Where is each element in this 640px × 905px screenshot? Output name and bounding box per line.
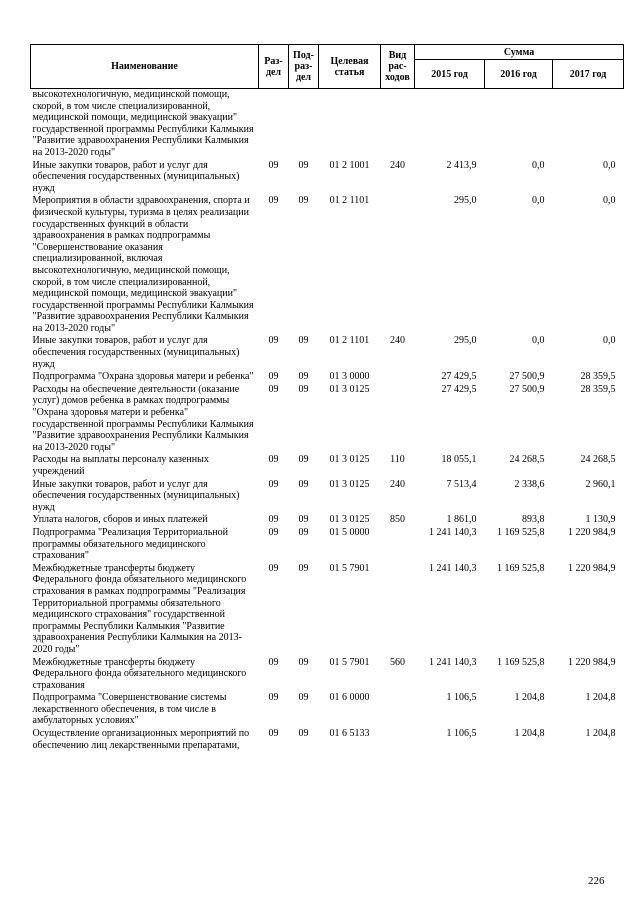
row-name: Расходы на обеспечение деятельности (оказание услуг) домов ребенка в рамках подпрограммы "Охрана здоровья матери и ребенка" государственной программы Республики Калмыкия "Развитие здравоохранения Республики Калмыкия на 2013-2020 годы" [32,383,254,453]
row-podrazdel: 09 [298,514,309,526]
table-row [31,371,624,384]
row-razdel: 09 [268,692,279,704]
row-podrazdel: 09 [298,562,309,574]
row-sum-2016: 0,0 [532,335,545,347]
row-razdel: 09 [268,383,279,395]
row-vid [381,728,415,752]
row-sum-2016: 1 204,8 [514,728,545,740]
row-celevaya: 01 5 7901 [329,656,370,668]
table-row [31,195,624,335]
table-row [31,527,624,563]
table-body [31,89,624,753]
row-sum-2017: 1 220 984,9 [568,562,616,574]
row-name: Подпрограмма "Реализация Территориальной программы обязательного медицинского страхования" [32,526,228,562]
row-podrazdel: 09 [298,692,309,704]
row-podrazdel: 09 [298,728,309,740]
row-razdel: 09 [268,728,279,740]
row-celevaya: 01 3 0000 [329,371,370,383]
table-row [31,728,624,752]
row-celevaya: 01 6 5133 [329,728,370,740]
row-podrazdel: 09 [298,335,309,347]
row-razdel: 09 [268,195,279,207]
table-row [31,479,624,515]
header-2015: 2015 год [415,60,485,89]
row-name: высокотехнологичную, медицинской помощи, скорой, в том числе специализированной, медицинской помощи, медицинской эвакуации" государственной программы Республики Калмыкия "Развитие здравоохранения Республики Калмыкия на 2013-2020 годы" [32,89,254,158]
budget-table-page [30,44,623,752]
row-vid: 560 [390,656,405,668]
header-2017: 2017 год [553,60,624,89]
row-sum-2016: 1 204,8 [514,692,545,704]
row-sum-2017: 1 204,8 [585,692,616,704]
row-celevaya: 01 2 1101 [329,195,370,207]
header-podrazdel: Под- раз- дел [289,45,319,89]
row-sum-2015: 1 241 140,3 [429,656,477,668]
row-name: Расходы на выплаты персоналу казенных учреждений [32,454,209,477]
row-vid: 240 [390,335,405,347]
row-podrazdel: 09 [298,526,309,538]
row-name: Подпрограмма "Совершенствование системы лекарственного обеспечения, в том числе в амбулаторных условиях" [32,692,227,727]
row-sum-2017: 28 359,5 [580,383,616,395]
table-row [31,89,624,160]
row-celevaya: 01 3 0125 [329,514,370,526]
table-row [31,692,624,728]
row-podrazdel: 09 [298,383,309,395]
row-name: Иные закупки товаров, работ и услуг для обеспечения государственных (муниципальных) нужд [32,478,240,513]
row-razdel: 09 [268,478,279,490]
row-sum-2017: 1 130,9 [585,514,616,526]
row-vid: 240 [390,478,405,490]
row-sum-2015 [415,89,485,160]
row-sum-2016 [485,89,553,160]
row-sum-2017: 0,0 [603,159,616,171]
row-name: Мероприятия в области здравоохранения, спорта и физической культуры, туризма в целях реализации государственных функций в области здравоохранения в рамках подпрограммы "Совершенствование оказания специализированной, включая высокотехнологичную, медицинской помощи, скорой, в том числе специализированной, медицинской помощи, медицинской эвакуации" государственной программы Республики Калмыкия "Развитие здравоохранения Республики Калмыкия на 2013-2020 годы" [32,195,254,334]
row-sum-2017: 0,0 [603,195,616,207]
header-2016: 2016 год [485,60,553,89]
row-name: Иные закупки товаров, работ и услуг для обеспечения государственных (муниципальных) нужд [32,335,240,370]
row-celevaya: 01 6 0000 [329,692,370,704]
header-name: Наименование [31,45,259,89]
row-sum-2017: 1 220 984,9 [568,526,616,538]
row-vid [381,371,415,384]
row-sum-2017: 2 960,1 [585,478,616,490]
row-podrazdel [289,89,319,160]
row-sum-2016: 1 169 525,8 [497,562,545,574]
row-celevaya: 01 2 1001 [329,159,370,171]
row-celevaya: 01 3 0125 [329,454,370,466]
row-sum-2017: 1 220 984,9 [568,656,616,668]
row-vid: 240 [390,159,405,171]
row-sum-2015: 2 413,9 [446,159,477,171]
budget-table [30,44,624,752]
row-celevaya [319,89,381,160]
row-sum-2015: 1 106,5 [446,728,477,740]
row-celevaya: 01 2 1101 [329,335,370,347]
row-razdel: 09 [268,371,279,383]
row-razdel: 09 [268,562,279,574]
row-celevaya: 01 5 7901 [329,562,370,574]
row-sum-2015: 27 429,5 [441,371,477,383]
row-name: Межбюджетные трансферты бюджету Федерального фонда обязательного медицинского страхования в рамках подпрограммы "Реализация Территориальной программы обязательного медицинского страхования" государственной программы Республики Калмыкия "Развитие здравоохранения Республики Калмыкия на 2013-2020 годы" [32,562,247,655]
row-vid [381,384,415,455]
row-vid [381,195,415,335]
row-sum-2016: 1 169 525,8 [497,656,545,668]
row-razdel: 09 [268,454,279,466]
row-name: Уплата налогов, сборов и иных платежей [32,514,208,526]
table-header [31,45,624,89]
row-vid [381,563,415,657]
row-sum-2015: 1 106,5 [446,692,477,704]
page-number: 226 [588,875,605,887]
header-vid: Вид рас- ходов [381,45,415,89]
row-sum-2016: 0,0 [532,195,545,207]
row-razdel: 09 [268,526,279,538]
header-razdel: Раз- дел [259,45,289,89]
header-celevaya: Целевая статья [319,45,381,89]
row-sum-2017: 0,0 [603,335,616,347]
row-sum-2016: 27 500,9 [509,383,545,395]
row-sum-2016: 24 268,5 [509,454,545,466]
row-sum-2015: 27 429,5 [441,383,477,395]
row-sum-2017 [553,89,624,160]
table-row [31,384,624,455]
row-sum-2017: 24 268,5 [580,454,616,466]
row-podrazdel: 09 [298,371,309,383]
row-podrazdel: 09 [298,454,309,466]
row-sum-2015: 295,0 [454,195,477,207]
row-sum-2016: 1 169 525,8 [497,526,545,538]
row-razdel: 09 [268,159,279,171]
row-sum-2017: 28 359,5 [580,371,616,383]
row-vid [381,89,415,160]
row-sum-2015: 295,0 [454,335,477,347]
row-sum-2015: 1 241 140,3 [429,526,477,538]
table-row [31,657,624,693]
row-name: Подпрограмма "Охрана здоровья матери и ребенка" [32,371,254,383]
row-vid [381,692,415,728]
row-celevaya: 01 3 0125 [329,383,370,395]
table-row [31,454,624,478]
row-sum-2016: 0,0 [532,159,545,171]
row-celevaya: 01 3 0125 [329,478,370,490]
row-celevaya: 01 5 0000 [329,526,370,538]
row-razdel [259,89,289,160]
row-sum-2016: 893,8 [522,514,545,526]
row-name: Иные закупки товаров, работ и услуг для обеспечения государственных (муниципальных) нужд [32,159,240,194]
row-sum-2015: 7 513,4 [446,478,477,490]
row-podrazdel: 09 [298,478,309,490]
row-sum-2017: 1 204,8 [585,728,616,740]
row-razdel: 09 [268,335,279,347]
table-row [31,335,624,371]
row-podrazdel: 09 [298,159,309,171]
header-summa: Сумма [415,45,624,60]
row-sum-2015: 1 241 140,3 [429,562,477,574]
table-row [31,160,624,196]
row-sum-2015: 1 861,0 [446,514,477,526]
row-name: Осуществление организационных мероприятий по обеспечению лиц лекарственными препаратами, [32,728,250,751]
table-row [31,514,624,527]
row-razdel: 09 [268,514,279,526]
row-sum-2015: 18 055,1 [441,454,477,466]
row-razdel: 09 [268,656,279,668]
row-sum-2016: 2 338,6 [514,478,545,490]
row-sum-2016: 27 500,9 [509,371,545,383]
table-row [31,563,624,657]
row-vid: 850 [390,514,405,526]
row-vid [381,527,415,563]
row-vid: 110 [390,454,405,466]
row-podrazdel: 09 [298,195,309,207]
row-name: Межбюджетные трансферты бюджету Федерального фонда обязательного медицинского страхования [32,656,247,691]
row-podrazdel: 09 [298,656,309,668]
